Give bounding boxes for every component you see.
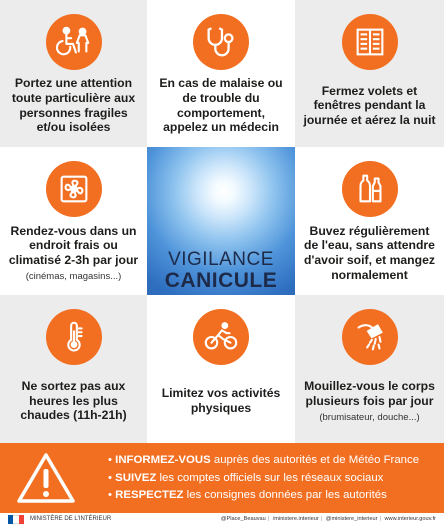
vigilance-canicule-visual bbox=[147, 147, 295, 295]
warning-icon bbox=[16, 451, 76, 505]
advice-cell-water bbox=[295, 147, 444, 295]
ministry-name: MINISTÈRE DE L'INTÉRIEUR bbox=[30, 516, 112, 522]
shower-icon bbox=[342, 309, 398, 365]
fan-icon bbox=[46, 161, 102, 217]
advice-cell-physical bbox=[147, 295, 295, 443]
thermometer-icon bbox=[46, 309, 102, 365]
french-flag-logo bbox=[8, 515, 24, 524]
website-link[interactable]: www.interieur.gouv.fr bbox=[384, 516, 436, 522]
advice-cell-shutters bbox=[295, 0, 444, 147]
cyclist-icon bbox=[193, 309, 249, 365]
advice-text: En cas de malaise ou de trouble du comportement, appelez un médecin bbox=[159, 76, 283, 135]
instagram-link[interactable]: @ministere_interieur bbox=[325, 516, 378, 522]
advice-text: Buvez régulièrement de l'eau, sans attendre d'avoir soif, et mangez normalement bbox=[304, 223, 435, 282]
advice-cell-fragile bbox=[0, 0, 147, 147]
bottles-icon bbox=[342, 161, 398, 217]
twitter-link[interactable]: @Place_Beauvau bbox=[220, 516, 266, 522]
banner-line: • INFORMEZ-VOUS auprès des autorités et de Météo France bbox=[108, 454, 420, 466]
facebook-link[interactable]: /ministere.interieur bbox=[272, 516, 319, 522]
advice-subtext: (cinémas, magasins...) bbox=[25, 271, 122, 283]
fragile-people-icon bbox=[46, 14, 102, 70]
advice-cell-shower bbox=[295, 295, 444, 443]
vigilance-title: VIGILANCE bbox=[168, 249, 274, 270]
advice-text: Portez une attention toute particulière aux personnes fragiles et/ou isolées bbox=[11, 76, 136, 135]
banner-list bbox=[108, 452, 419, 505]
info-banner bbox=[0, 443, 444, 513]
banner-line: • SUIVEZ les comptes officiels sur les réseaux sociaux bbox=[108, 471, 384, 484]
stethoscope-icon bbox=[193, 14, 249, 70]
banner-line: • RESPECTEZ les consignes données par les autorités bbox=[108, 489, 387, 501]
advice-cell-doctor bbox=[147, 0, 295, 147]
advice-text: Fermez volets et fenêtres pendant la journée et aérez la nuit bbox=[303, 83, 436, 127]
social-links: @Place_Beauvau | /ministere.interieur | @ministere_interieur | www.interieur.gouv.fr bbox=[220, 516, 436, 522]
canicule-title: CANICULE bbox=[164, 269, 278, 292]
advice-subtext: (brumisateur, douche...) bbox=[319, 412, 420, 424]
advice-text: Limitez vos activités physiques bbox=[161, 386, 281, 415]
window-shutters-icon bbox=[342, 14, 398, 70]
advice-cell-cool-place bbox=[0, 147, 147, 295]
advice-cell-hot-hours bbox=[0, 295, 147, 443]
advice-text: Rendez-vous dans un endroit frais ou climatisé 2-3h par jour bbox=[8, 223, 139, 267]
advice-text: Ne sortez pas aux heures les plus chaudes (11h-21h) bbox=[20, 379, 127, 423]
advice-text: Mouillez-vous le corps plusieurs fois par jour bbox=[304, 378, 435, 408]
footer bbox=[0, 513, 444, 526]
